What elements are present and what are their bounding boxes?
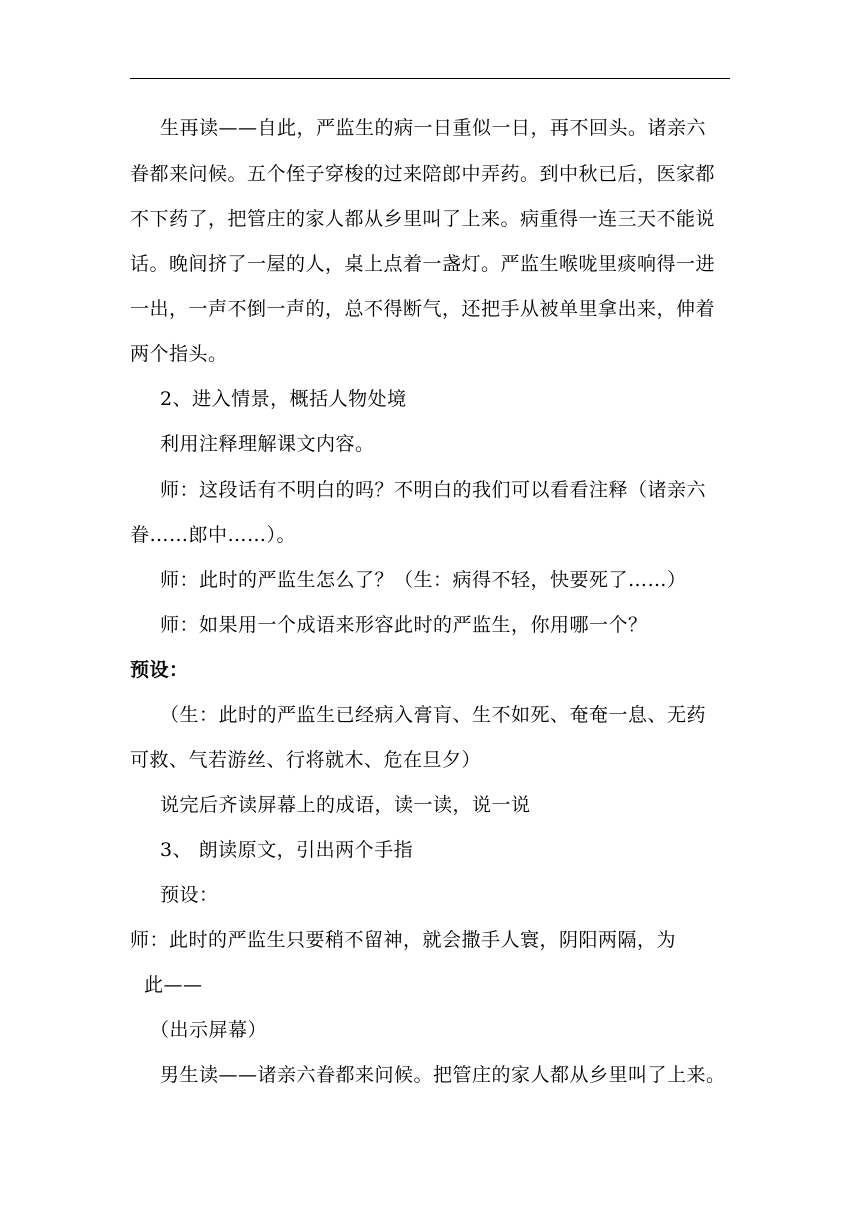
step-3-heading: 3、 朗读原文，引出两个手指 bbox=[160, 839, 414, 861]
teacher-question-4-line-2: 此—— bbox=[144, 974, 203, 996]
preset-label: 预设： bbox=[160, 884, 219, 906]
student-answer-line-1: （生：此时的严监生已经病入膏肓、生不如死、奄奄一息、无药 bbox=[160, 704, 707, 726]
student-answer-line-2: 可救、气若游丝、行将就木、危在旦夕） bbox=[130, 749, 482, 771]
preset-heading: 预设： bbox=[130, 659, 189, 681]
show-screen-text: （出示屏幕） bbox=[150, 1019, 268, 1041]
teacher-question-3: 师：如果用一个成语来形容此时的严监生，你用哪一个？ bbox=[160, 614, 648, 636]
teacher-question-1-line-2: 眷……郎中……）。 bbox=[130, 524, 297, 546]
teacher-question-2: 师：此时的严监生怎么了？（生：病得不轻，快要死了……） bbox=[160, 569, 687, 591]
note-use-text: 利用注释理解课文内容。 bbox=[160, 433, 375, 455]
header-rule bbox=[130, 78, 730, 79]
paragraph-line-4: 话。晚间挤了一屋的人，桌上点着一盏灯。严监生喉咙里痰响得一进 bbox=[130, 253, 716, 275]
boys-read-text: 男生读——诸亲六眷都来问候。把管庄的家人都从乡里叫了上来。 bbox=[160, 1064, 726, 1086]
teacher-question-4-line-1: 师：此时的严监生只要稍不留神，就会撒手人寰，阴阳两隔，为 bbox=[130, 929, 677, 951]
paragraph-line-1: 生再读——自此，严监生的病一日重似一日，再不回头。诸亲六 bbox=[160, 117, 707, 139]
teacher-question-1-line-1: 师：这段话有不明白的吗？不明白的我们可以看看注释（诸亲六 bbox=[160, 479, 707, 501]
paragraph-line-2: 眷都来问候。五个侄子穿梭的过来陪郎中弄药。到中秋已后，医家都 bbox=[130, 163, 716, 185]
step-2-heading: 2、进入情景，概括人物处境 bbox=[160, 388, 407, 410]
paragraph-line-5: 一出，一声不倒一声的，总不得断气，还把手从被单里拿出来，伸着 bbox=[130, 298, 716, 320]
paragraph-line-3: 不下药了，把管庄的家人都从乡里叫了上来。病重得一连三天不能说 bbox=[130, 208, 716, 230]
read-after-text: 说完后齐读屏幕上的成语，读一读，说一说 bbox=[160, 794, 531, 816]
paragraph-line-6: 两个指头。 bbox=[130, 343, 228, 365]
